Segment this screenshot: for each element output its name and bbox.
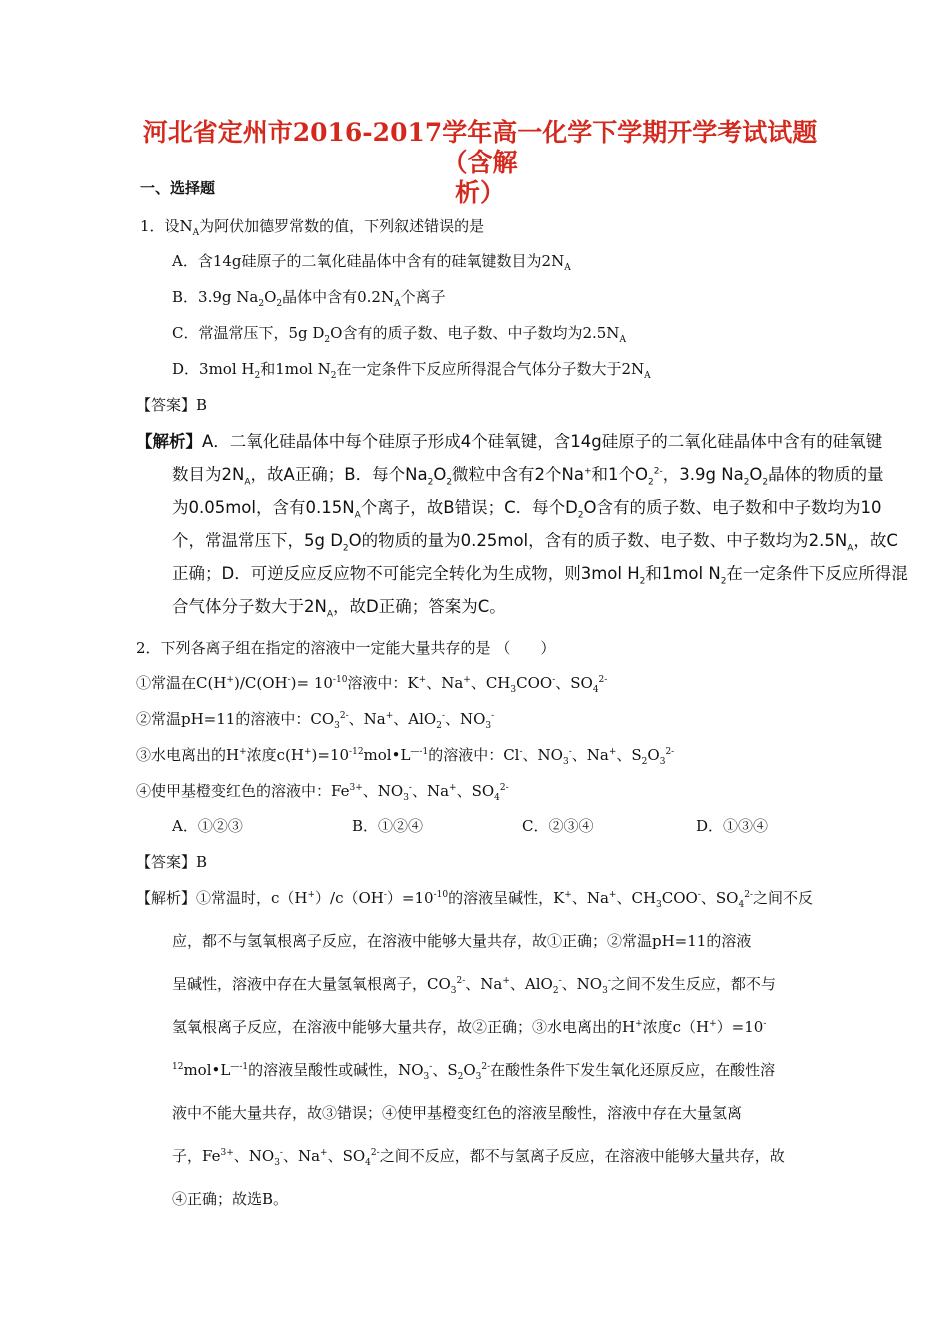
question-1-option-a: A．含14g硅原子的二氧化硅晶体中含有的硅氧键数目为$2N_A$ — [172, 252, 571, 273]
question-2-stem: 2．下列各离子组在指定的溶液中一定能大量共存的是 （ ） — [136, 639, 556, 657]
question-1-explanation-line-4: 个，常温常压下，5g $D_2O$的物质的量为0.25mol，含有的质子数、电子数、中子数均为$2.5N_A$，故C — [172, 531, 898, 554]
question-2-explanation-line-7: 子，$Fe^{3+}$、$NO_3^-$、Na+、$SO_4^{2-}$之间不反应，都不与氢离子反应，在溶液中能够大量共存，故 — [172, 1147, 785, 1168]
question-2-choice-a: A．①②③ — [172, 817, 243, 835]
title-line-2: 析） — [454, 178, 505, 207]
question-1-stem: 1．设$N_A$为阿伏加德罗常数的值，下列叙述错误的是 — [140, 217, 485, 238]
question-2-choice-c: C．②③④ — [522, 817, 594, 835]
question-2-choice-b: B．①②④ — [352, 817, 424, 835]
question-2-explanation-line-1: 【解析】①常温时，$c(H^+)/c(OH^-)=10^{-10}$的溶液呈碱性，K+、Na+、$CH_3COO^-$、$SO_4^{2-}$之间不反 — [136, 889, 813, 910]
question-1-answer: 【答案】B — [136, 396, 208, 414]
question-1-option-c: C．常温常压下，5g $D_2O$含有的质子数、电子数、中子数均为$2.5N_A$ — [172, 324, 626, 345]
question-1-explanation-line-5: 正确；D．可逆反应反应物不可能完全转化为生成物，则3mol $H_2$和1mol $N_2$在一定条件下反应所得混 — [172, 564, 908, 587]
ion-group-3: ③水电离出的H+浓度$c(H^+)=10^{-12}mol•L^{—-1}$的溶液中：Cl-、$NO_3^-$、Na+、$S_2O_3^{2-}$ — [136, 746, 675, 767]
question-1-option-b: B．3.9g $Na_2O_2$晶体中含有$0.2N_A$个离子 — [172, 288, 446, 309]
question-2-explanation-line-6: 液中不能大量共存，故③错误；④使甲基橙变红色的溶液呈酸性，溶液中存在大量氢离 — [172, 1104, 743, 1122]
question-1-option-d: D．3mol $H_2$和1mol $N_2$在一定条件下反应所得混合气体分子数大于$2N_A$ — [172, 360, 651, 381]
question-2-explanation-line-2: 应，都不与氢氧根离子反应，在溶液中能够大量共存，故①正确；②常温pH=11的溶液 — [172, 932, 752, 950]
question-2-choice-d: D．①③④ — [696, 817, 769, 835]
ion-group-4: ④使甲基橙变红色的溶液中：$Fe^{3+}$、$NO_3^-$、Na+、$SO_4^{2-}$ — [136, 782, 509, 803]
title-line-1: 河北省定州市2016-2017学年高一化学下学期开学考试试题（含解 — [142, 118, 818, 177]
ion-group-2: ②常温pH=11的溶液中：$CO_3^{2-}$、Na+、AlO$_2$-、$NO_3^-$ — [136, 710, 495, 731]
question-2-explanation-line-8: ④正确；故选B。 — [172, 1190, 289, 1208]
ion-group-1: ①常温在$C(H^+)/C(OH^-)= 10^{-10}$溶液中：K+、Na+、$CH_3COO^-$、$SO_4^{2-}$ — [136, 674, 608, 695]
question-2-explanation-line-5: $^{12}mol•L^{—-1}$的溶液呈酸性或碱性，$NO_3^-$、$S_2O_3^{2-}$在酸性条件下发生氧化还原反应，在酸性溶 — [172, 1061, 776, 1082]
question-1-explanation-line-6: 合气体分子数大于$2N_A$，故D正确；答案为C。 — [172, 597, 506, 620]
question-1-explanation-line-1: 【解析】A．二氧化硅晶体中每个硅原子形成4个硅氧键，含14g硅原子的二氧化硅晶体中含有的硅氧键 — [136, 432, 883, 451]
question-2-answer: 【答案】B — [136, 853, 208, 871]
section-heading: 一、选择题 — [140, 179, 216, 197]
question-1-explanation-line-3: 为0.05mol，含有$0.15N_A$个离子，故B错误；C．每个$D_2O$含有的质子数、电子数和中子数均为10 — [172, 498, 882, 521]
question-2-explanation-line-3: 呈碱性，溶液中存在大量氢氧根离子，$CO_3^{2-}$、Na+、AlO$_2$-、$NO_3^-$之间不发生反应，都不与 — [172, 975, 776, 996]
question-1-explanation-line-2: 数目为$2N_A$，故A正确；B．每个$Na_2O_2$微粒中含有2个Na+和1个$O_2^{2-}$，3.9g $Na_2O_2$晶体的物质的量 — [172, 465, 884, 488]
document-title — [140, 118, 820, 208]
question-2-explanation-line-4: 氢氧根离子反应，在溶液中能够大量共存，故②正确；③水电离出的H+浓度c（H+）=10- — [172, 1018, 767, 1036]
